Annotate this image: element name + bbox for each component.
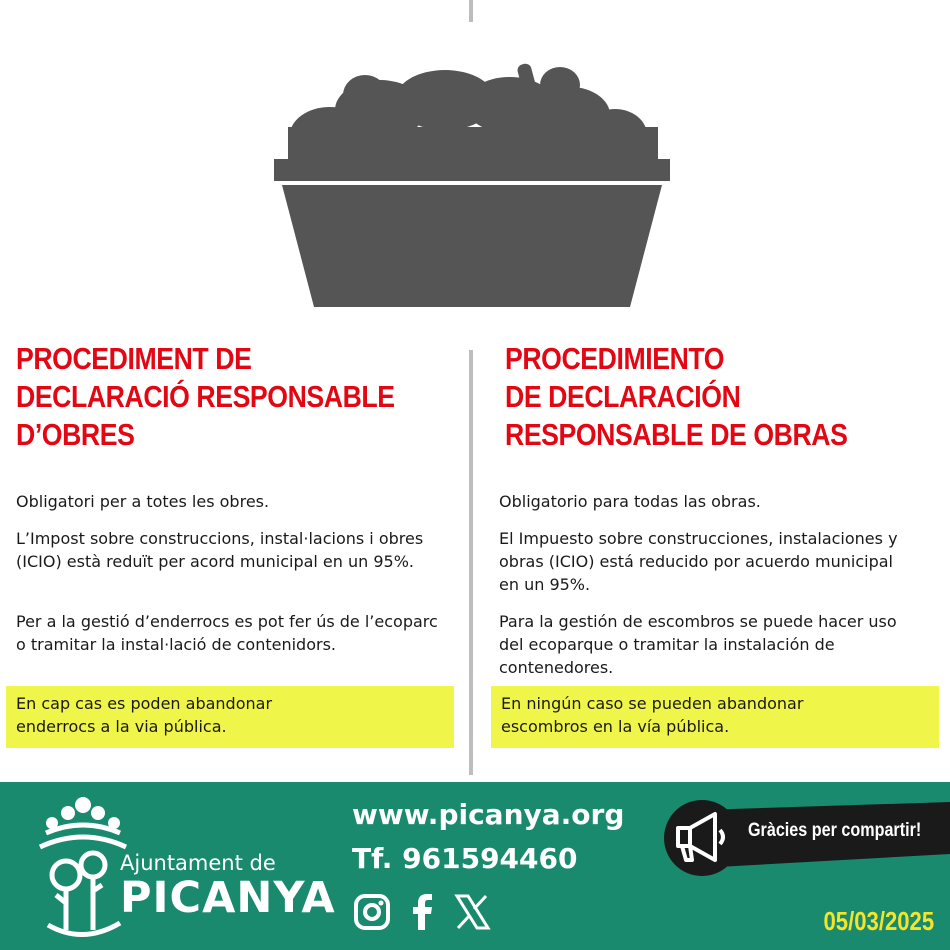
- column-divider: [469, 350, 473, 775]
- valencian-paragraph-obligatori: Obligatori per a totes les obres.: [16, 492, 270, 511]
- rubble-container-icon: [270, 55, 680, 315]
- logo-text-ajuntament: Ajuntament de: [120, 851, 276, 875]
- logo-text-picanya: PICANYA: [120, 873, 336, 923]
- share-text: Gràcies per compartir!: [748, 820, 922, 841]
- spanish-paragraph-icio: El Impuesto sobre construcciones, instalaciones y obras (ICIO) está reducido por acuerdo municipal en un 95%.: [499, 529, 898, 594]
- valencian-paragraph-enderrocs: Per a la gestió d’enderrocs es pot fer ús de l’ecoparc o tramitar la instal·lació de contenidors.: [16, 612, 438, 654]
- valencian-title: PROCEDIMENT DE DECLARACIÓ RESPONSABLE D’OBRES: [16, 341, 395, 452]
- valencian-column: [16, 340, 456, 454]
- facebook-icon[interactable]: [402, 892, 442, 932]
- website-link[interactable]: www.picanya.org: [352, 798, 625, 831]
- spanish-highlight-text: En ningún caso se pueden abandonar escombros en la vía pública.: [501, 694, 804, 736]
- valencian-paragraph-icio: L’Impost sobre construccions, instal·lacions i obres (ICIO) està reduït per acord municipal en un 95%.: [16, 529, 424, 571]
- spanish-highlight-box: [491, 686, 939, 748]
- valencian-highlight-text: En cap cas es poden abandonar enderrocs a la via pública.: [16, 694, 273, 736]
- spanish-paragraph-escombros: Para la gestión de escombros se puede hacer uso del ecoparque o tramitar la instalación de contenedores.: [499, 612, 897, 677]
- phone-number: Tf. 961594460: [352, 842, 578, 875]
- social-icons: [352, 892, 492, 932]
- column-divider-top: [469, 0, 473, 22]
- valencian-highlight-box: [6, 686, 454, 748]
- publication-date: 05/03/2025: [823, 906, 934, 936]
- x-icon[interactable]: [452, 892, 492, 932]
- spanish-title: PROCEDIMIENTO DE DECLARACIÓN RESPONSABLE DE OBRAS: [505, 341, 848, 452]
- spanish-column: [505, 340, 945, 454]
- instagram-icon[interactable]: [352, 892, 392, 932]
- spanish-paragraph-obligatorio: Obligatorio para todas las obras.: [499, 492, 761, 511]
